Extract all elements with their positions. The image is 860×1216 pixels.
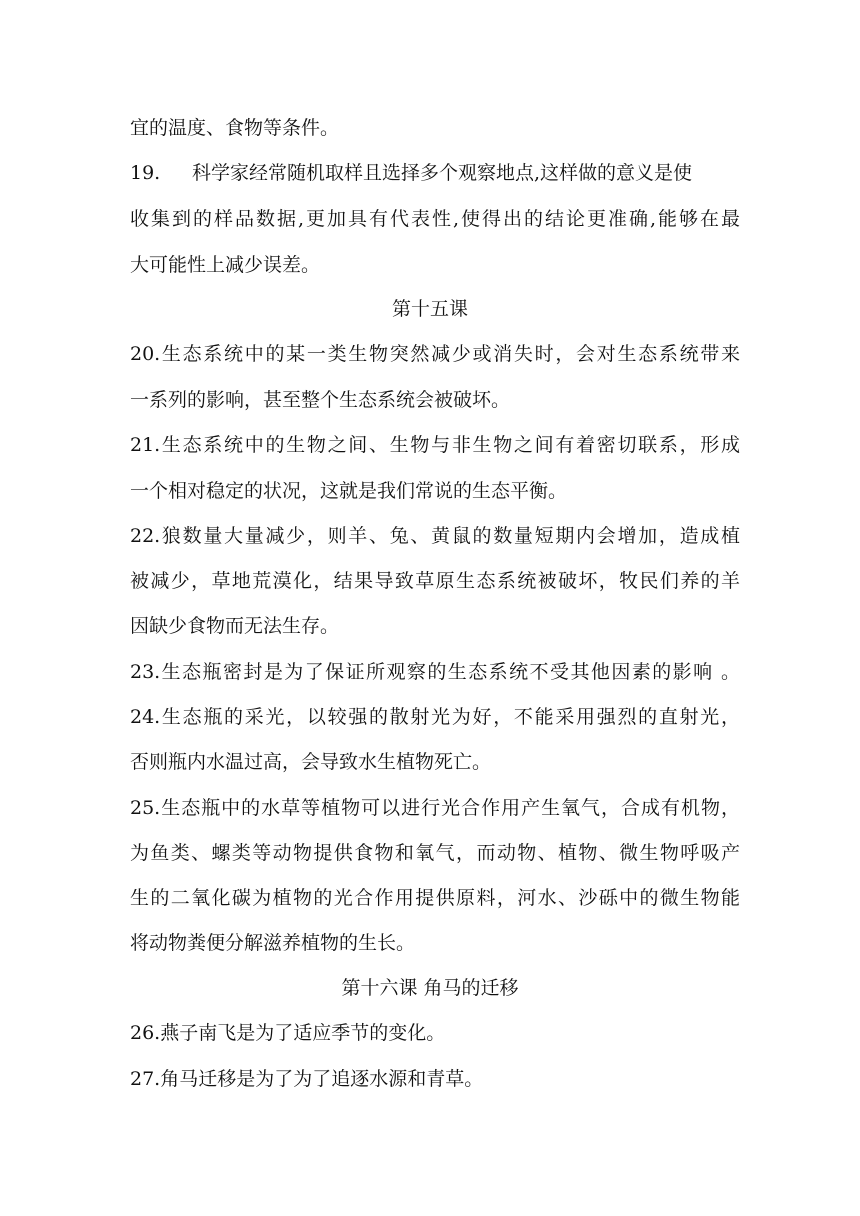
paragraph-line: 一系列的影响，甚至整个生态系统会被破坏。 <box>130 389 511 411</box>
paragraph-line: 25.生态瓶中的水草等植物可以进行光合作用产生氧气，合成有机物， <box>130 797 740 819</box>
paragraph-line: 27.角马迁移是为了为了追逐水源和青草。 <box>130 1068 484 1090</box>
paragraph-line: 22.狼数量大量减少，则羊、兔、黄鼠的数量短期内会增加，造成植 <box>130 525 740 547</box>
paragraph-line: 收集到的样品数据,更加具有代表性,使得出的结论更准确,能够在最 <box>130 208 740 230</box>
paragraph-line: 24.生态瓶的采光，以较强的散射光为好，不能采用强烈的直射光， <box>130 706 740 728</box>
paragraph-line: 被减少，草地荒漠化，结果导致草原生态系统被破坏，牧民们养的羊 <box>130 570 740 592</box>
paragraph-line: 为鱼类、螺类等动物提供食物和氧气，而动物、植物、微生物呼吸产 <box>130 842 740 864</box>
item-number: 19. <box>130 162 161 184</box>
section-heading-lesson-16: 第十六课 角马的迁移 <box>341 977 519 999</box>
paragraph-line: 生的二氧化碳为植物的光合作用提供原料，河水、沙砾中的微生物能 <box>130 887 740 909</box>
paragraph-line: 否则瓶内水温过高，会导致水生植物死亡。 <box>130 751 492 773</box>
paragraph-line: 因缺少食物而无法生存。 <box>130 615 340 637</box>
paragraph-line: 大可能性上减少误差。 <box>130 254 321 276</box>
paragraph-line: 将动物粪便分解滋养植物的生长。 <box>130 932 416 954</box>
paragraph-line: 20.生态系统中的某一类生物突然减少或消失时，会对生态系统带来 <box>130 343 740 365</box>
paragraph-line: 23.生态瓶密封是为了保证所观察的生态系统不受其他因素的影响 。 <box>130 661 740 683</box>
paragraph-line: 26.燕子南飞是为了适应季节的变化。 <box>130 1022 446 1044</box>
section-heading-lesson-15: 第十五课 <box>391 298 468 320</box>
paragraph-line: 一个相对稳定的状况，这就是我们常说的生态平衡。 <box>130 480 568 502</box>
item-19-line <box>130 160 740 186</box>
paragraph-line: 宜的温度、食物等条件。 <box>130 117 340 139</box>
paragraph-line: 21.生态系统中的生物之间、生物与非生物之间有着密切联系，形成 <box>130 434 740 456</box>
item-text: 科学家经常随机取样且选择多个观察地点,这样做的意义是使 <box>192 162 693 184</box>
